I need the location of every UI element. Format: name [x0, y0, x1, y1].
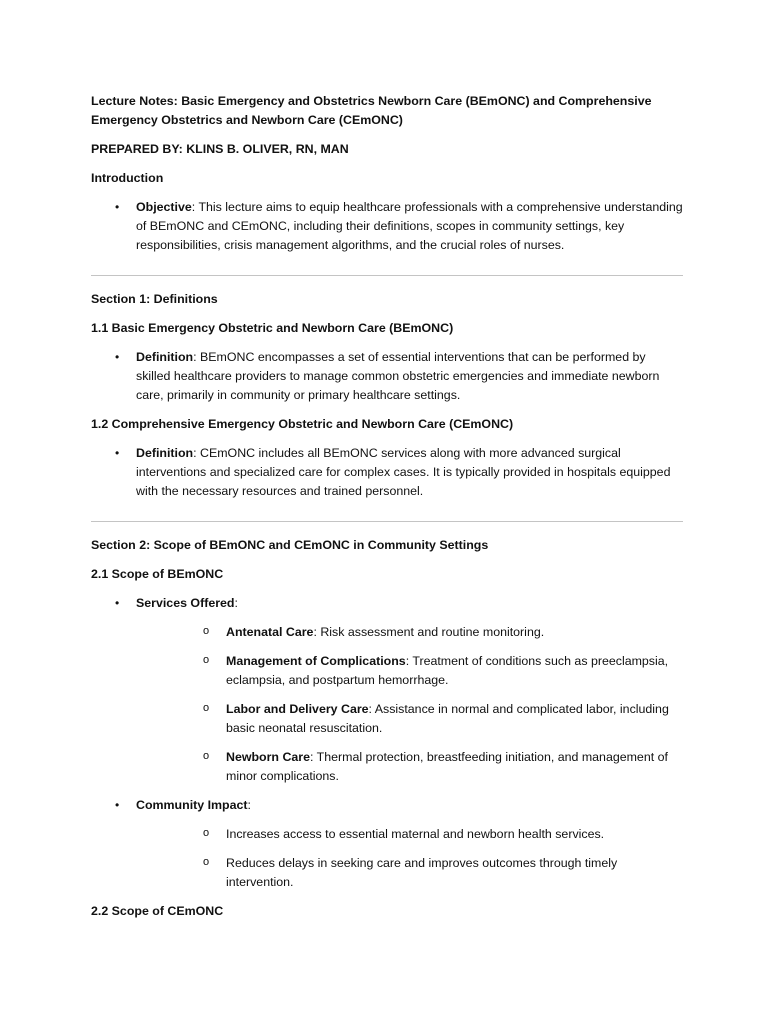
item-label: Management of Complications	[226, 654, 406, 668]
sublist-item	[136, 825, 683, 844]
sublist-item	[136, 748, 683, 786]
bullet-icon: •	[115, 596, 120, 610]
divider	[91, 521, 683, 522]
item-text: : Treatment of conditions such as preeclampsia, eclampsia, and postpartum hemorrhage.	[226, 654, 669, 687]
divider	[91, 275, 683, 276]
bullet-icon: •	[115, 446, 120, 460]
item-text: : BEmONC encompasses a set of essential interventions that can be performed by skilled healthcare providers to manage common obstetric emergencies and immediate newborn care, primarily in community or primary healthcare settings.	[136, 350, 660, 402]
item-label: Objective	[136, 200, 192, 214]
list-item	[91, 348, 683, 405]
sub-bullet-icon: o	[203, 827, 210, 839]
sub-bullet-icon: o	[203, 654, 210, 666]
services-sublist	[136, 623, 683, 786]
item-label: Newborn Care	[226, 750, 310, 764]
item-text: Increases access to essential maternal and newborn health services.	[226, 827, 605, 841]
list-item	[91, 198, 683, 255]
document-title: Lecture Notes: Basic Emergency and Obstetrics Newborn Care (BEmONC) and Comprehensive Emergency Obstetrics and Newborn Care (CEmONC)	[91, 94, 652, 127]
section1-2-list	[91, 444, 683, 501]
item-text: : CEmONC includes all BEmONC services along with more advanced surgical interventions and specialized care for complex cases. It is typically provided in hospitals equipped with the necessary resources and trained personnel.	[136, 446, 671, 498]
item-text: Reduces delays in seeking care and improves outcomes through timely intervention.	[226, 856, 618, 889]
sub-bullet-icon: o	[203, 856, 210, 868]
list-item	[91, 444, 683, 501]
section1-1-heading: 1.1 Basic Emergency Obstetric and Newborn Care (BEmONC)	[91, 321, 454, 335]
section2-1-heading: 2.1 Scope of BEmONC	[91, 567, 224, 581]
bullet-icon: •	[115, 200, 120, 214]
item-text: : Thermal protection, breastfeeding initiation, and management of minor complications.	[226, 750, 668, 783]
sublist-item	[136, 652, 683, 690]
section2-heading: Section 2: Scope of BEmONC and CEmONC in Community Settings	[91, 538, 489, 552]
list-item-services	[91, 594, 683, 786]
section1-2-heading: 1.2 Comprehensive Emergency Obstetric and Newborn Care (CEmONC)	[91, 417, 514, 431]
item-text: : Risk assessment and routine monitoring.	[313, 625, 545, 639]
item-text: : This lecture aims to equip healthcare professionals with a comprehensive understanding of BEmONC and CEmONC, including their definitions, scopes in community settings, key responsibilities, crisis management algorithms, and the crucial roles of nurses.	[136, 200, 683, 252]
sub-bullet-icon: o	[203, 750, 210, 762]
sub-bullet-icon: o	[203, 625, 210, 637]
item-colon: :	[234, 596, 238, 610]
sublist-item	[136, 700, 683, 738]
bullet-icon: •	[115, 350, 120, 364]
sublist-item	[136, 623, 683, 642]
sublist-item	[136, 854, 683, 892]
section2-2-heading: 2.2 Scope of CEmONC	[91, 904, 224, 918]
section1-heading: Section 1: Definitions	[91, 292, 218, 306]
impact-sublist	[136, 825, 683, 892]
item-label: Definition	[136, 350, 194, 364]
list-item-impact	[91, 796, 683, 892]
sub-bullet-icon: o	[203, 702, 210, 714]
prepared-by: PREPARED BY: KLINS B. OLIVER, RN, MAN	[91, 142, 349, 156]
intro-heading: Introduction	[91, 171, 164, 185]
item-label: Community Impact	[136, 798, 248, 812]
intro-list	[91, 198, 683, 255]
item-label: Definition	[136, 446, 194, 460]
item-label: Antenatal Care	[226, 625, 314, 639]
document-content	[91, 92, 683, 921]
item-label: Services Offered	[136, 596, 235, 610]
item-label: Labor and Delivery Care	[226, 702, 369, 716]
item-text: : Assistance in normal and complicated labor, including basic neonatal resuscitation.	[226, 702, 669, 735]
section1-1-list	[91, 348, 683, 405]
bullet-icon: •	[115, 798, 120, 812]
item-colon: :	[247, 798, 251, 812]
section2-1-list	[91, 594, 683, 892]
